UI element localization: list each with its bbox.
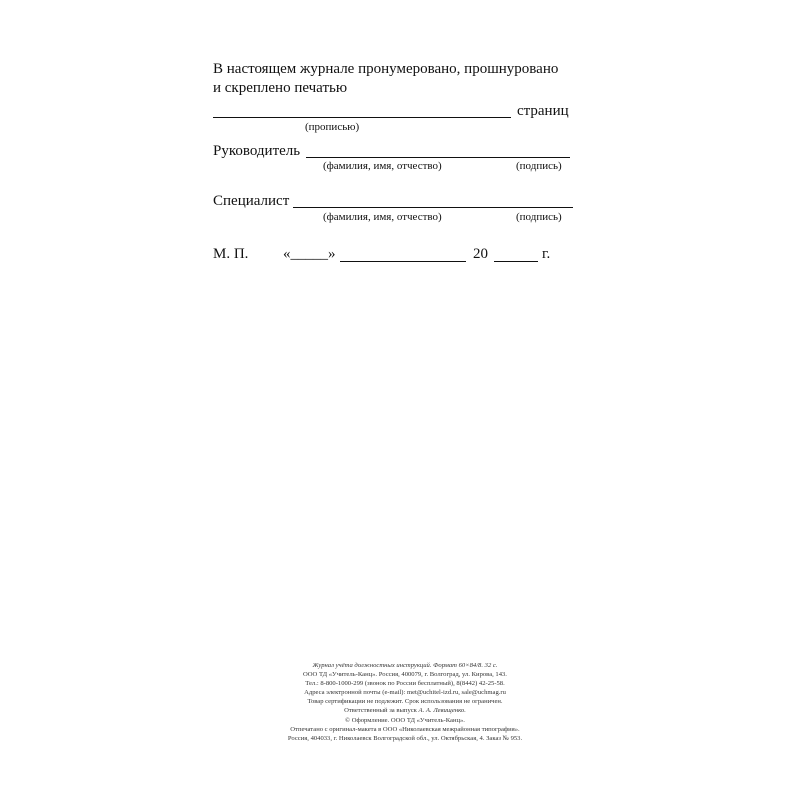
imprint-line: © Оформление. ООО ТД «Учитель-Канц». <box>345 716 465 724</box>
imprint-line: Адреса электронной почты (e-mail): met@uchitel-izd.ru, sale@uchmag.ru <box>304 689 506 697</box>
imprint-line: ООО ТД «Учитель-Канц». Россия, 400079, г. Волгоград, ул. Кирова, 143. <box>303 671 507 679</box>
certification-line-2: и скреплено печатью <box>213 80 348 96</box>
pages-word: страниц <box>517 103 569 119</box>
specialist-signature-field[interactable] <box>293 207 573 208</box>
manager-name-hint: (фамилия, имя, отчество) <box>323 160 442 172</box>
manager-signature-field[interactable] <box>306 157 570 158</box>
year-field[interactable] <box>494 261 538 262</box>
imprint-line: Россия, 404033, г. Николаевск Волгоградской обл., ул. Октябрьская, 4. Заказ № 953. <box>287 734 523 742</box>
pages-count-field[interactable] <box>213 117 511 118</box>
imprint-responsible-label: Ответственный за выпуск <box>344 707 417 715</box>
year-suffix: г. <box>542 246 551 262</box>
manager-label: Руководитель <box>213 143 301 159</box>
day-field[interactable]: «_____» <box>283 246 336 262</box>
certification-line-1: В настоящем журнале пронумеровано, прошнуровано <box>213 61 559 77</box>
stamp-label: М. П. <box>213 246 249 262</box>
manager-signature-hint: (подпись) <box>516 160 562 172</box>
specialist-label: Специалист <box>213 193 290 209</box>
imprint-responsible-name: А. А. Левищенко. <box>418 707 466 715</box>
year-prefix: 20 <box>473 246 488 262</box>
imprint-line: Товар сертификации не подлежит. Срок использования не ограничен. <box>307 698 503 706</box>
pages-hint: (прописью) <box>305 121 360 133</box>
publisher-imprint <box>250 661 560 743</box>
imprint-line: Тел.: 8-800-1000-299 (звонок по России бесплатный), 8(8442) 42-25-58. <box>305 680 505 688</box>
month-field[interactable] <box>340 261 466 262</box>
specialist-signature-hint: (подпись) <box>516 211 562 223</box>
imprint-line: Журнал учёта должностных инструкций. Формат 60×84/8. 32 с. <box>312 662 498 669</box>
imprint-line: Отпечатано с оригинал-макета в ООО «Николаевская межрайонная типография». <box>290 725 520 733</box>
imprint-line <box>250 706 560 715</box>
specialist-name-hint: (фамилия, имя, отчество) <box>323 211 442 223</box>
